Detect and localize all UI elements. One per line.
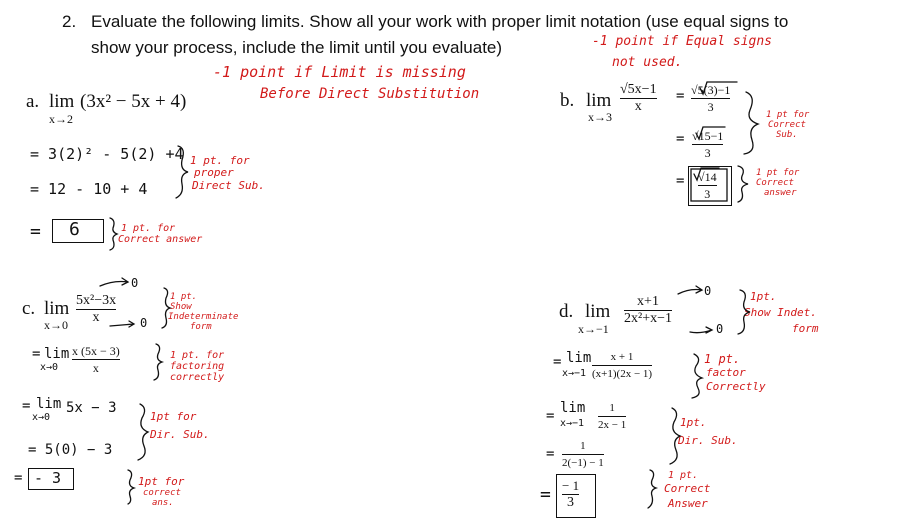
part-b-answer-inner-box — [691, 169, 727, 201]
part-c-step-2-eq: = — [22, 398, 31, 414]
part-c-step-1-lim: lim — [44, 346, 70, 362]
penalty-equal-signs-line1: -1 point if Equal signs — [592, 34, 773, 49]
part-a-step-1: = 3(2)² - 5(2) +4 — [30, 145, 184, 163]
part-d-note-4-line2: Correct — [664, 482, 711, 495]
part-c-note-4-line2: correct — [143, 488, 181, 498]
penalty-limit-missing-line2: Before Direct Substitution — [260, 86, 480, 102]
part-c-label: c. — [22, 298, 36, 319]
part-a-lim: lim — [49, 91, 75, 112]
part-d-note-4-line3: Answer — [668, 497, 708, 510]
part-b-equals-2: = — [676, 131, 685, 147]
part-d-note-3-line2: Dir. Sub. — [678, 434, 738, 447]
part-d-brace-3 — [670, 408, 680, 464]
part-a-approach: x→2 — [49, 112, 73, 126]
part-c-note-3-line1: 1pt for — [150, 410, 197, 423]
part-d-step-2-lim: lim — [560, 400, 586, 416]
part-d-brace-4 — [648, 470, 656, 508]
part-c-step-1-den: x — [92, 361, 99, 375]
part-d-note-2-line2: factor — [706, 366, 746, 379]
part-b-step-sqrt-1 — [700, 82, 737, 94]
penalty-limit-missing-line1: -1 point if Limit is missing — [213, 63, 466, 81]
part-d-step-3-eq: = — [546, 446, 555, 462]
part-a-note-2-line2: Correct answer — [118, 234, 203, 245]
part-a-note-1-line3: Direct Sub. — [192, 179, 265, 192]
part-b-approach: x→3 — [588, 110, 612, 124]
part-d-label: d. — [559, 301, 574, 322]
part-d-answer-num: − 1 — [562, 478, 580, 493]
part-a-step-2: = 12 - 10 + 4 — [30, 180, 148, 198]
part-d-approach: x→−1 — [578, 322, 609, 336]
part-a-expression: (3x² − 5x + 4) — [80, 91, 187, 112]
part-d-step-3-num: 1 — [580, 440, 586, 452]
part-c-note-2-line3: correctly — [170, 372, 225, 383]
part-d-note-1-line3: form — [792, 322, 819, 335]
part-a-step-3: = — [30, 221, 41, 242]
part-d-brace-2 — [692, 354, 702, 398]
part-a-answer: 6 — [69, 219, 80, 240]
part-c-answer: - 3 — [34, 469, 62, 487]
part-b-equals-3: = — [676, 173, 685, 189]
part-d-step-1-num: x + 1 — [610, 351, 634, 363]
part-b-equals-1: = — [676, 88, 685, 104]
part-d-over-num: 0 — [704, 284, 712, 298]
part-c-approach: x→0 — [44, 318, 68, 332]
part-c-step-1-num: x (5x − 3) — [72, 344, 120, 358]
part-c-step-1-eq: = — [32, 346, 41, 362]
part-c-over-den: 0 — [140, 316, 148, 330]
part-d-step-2-eq: = — [546, 408, 555, 424]
part-d-answer-den: 3 — [567, 495, 575, 510]
part-d-step-2-num: 1 — [609, 402, 615, 414]
part-c-brace-1 — [162, 288, 170, 328]
part-b-answer-num: √14 — [698, 170, 717, 184]
part-c-note-3-line2: Dir. Sub. — [150, 428, 210, 441]
part-b-note-2-line1: 1 pt for — [756, 168, 800, 178]
part-c-denominator: x — [92, 310, 100, 325]
problem-instructions-line2: show your process, include the limit until you evaluate) — [91, 38, 503, 57]
part-a-brace-1 — [176, 146, 188, 198]
part-d-note-1-line2: Show Indet. — [744, 306, 817, 319]
part-c-note-1-line3: Indeterminate — [168, 312, 239, 322]
part-c-step-2-expr: 5x − 3 — [66, 400, 117, 416]
part-d-denominator: 2x²+x−1 — [624, 311, 672, 326]
part-b-brace-2 — [738, 166, 748, 202]
part-d-over-den: 0 — [716, 322, 724, 336]
part-c-arrow-bottom — [110, 321, 134, 327]
part-c-step-2-sub: x→0 — [32, 412, 51, 423]
part-b-step-1-num: √5(3)−1 — [691, 83, 731, 97]
part-a-note-1-line1: 1 pt. for — [190, 154, 250, 167]
part-d-lim: lim — [585, 301, 611, 322]
part-c-note-1-line2: Show — [170, 302, 192, 312]
part-c-note-1-line1: 1 pt. — [170, 292, 198, 302]
part-b-step-2-den: 3 — [704, 146, 711, 160]
part-d-step-1-eq: = — [553, 354, 562, 370]
penalty-equal-signs-line2: not used. — [612, 55, 683, 70]
part-d-step-1-lim: lim — [566, 350, 592, 366]
part-a-brace-2 — [110, 218, 117, 250]
part-d-numerator: x+1 — [637, 294, 659, 309]
part-c-over-num: 0 — [131, 276, 139, 290]
part-b-denominator: x — [634, 99, 642, 114]
part-b-numerator: √5x−1 — [620, 82, 657, 97]
part-b-step-sqrt-2 — [696, 127, 725, 139]
problem-number: 2. — [62, 12, 77, 31]
part-b-note-2-line3: answer — [764, 188, 797, 198]
part-b-answer-den: 3 — [704, 187, 711, 201]
part-c-arrow-top — [100, 278, 128, 286]
part-d-arrow-bottom — [690, 327, 712, 333]
part-b-lim: lim — [586, 90, 612, 111]
part-c-step-2-lim: lim — [36, 396, 62, 412]
part-a-note-1-line2: proper — [194, 166, 234, 179]
part-c-note-4-line1: 1pt for — [138, 475, 185, 488]
part-c-note-2-line2: factoring — [170, 361, 225, 372]
part-b-step-1-den: 3 — [707, 100, 714, 114]
part-c-brace-2 — [154, 344, 162, 380]
part-c-note-4-line3: ans. — [152, 498, 174, 508]
part-d-brace-1 — [738, 290, 750, 334]
part-d-note-1-line1: 1pt. — [750, 290, 777, 303]
part-c-lim: lim — [44, 298, 70, 319]
part-c-numerator: 5x²−3x — [76, 293, 117, 308]
part-c-note-2-line1: 1 pt. for — [170, 350, 225, 361]
part-b-label: b. — [560, 90, 575, 111]
part-b-step-2-num: √15−1 — [692, 129, 724, 143]
part-d-answer-eq: = — [540, 484, 551, 505]
part-b-note-1-line3: Sub. — [776, 130, 798, 140]
part-b-note-1-line2: Correct — [768, 120, 806, 130]
part-c-brace-4 — [128, 470, 134, 504]
part-d-arrow-top — [678, 286, 702, 294]
part-a-label: a. — [26, 91, 40, 112]
part-c-note-1-line4: form — [190, 322, 212, 332]
part-c-step-3: = 5(0) − 3 — [28, 442, 113, 458]
part-d-step-2-sub: x→−1 — [560, 418, 585, 429]
part-c-step-1-sub: x→0 — [40, 362, 59, 373]
part-b-note-1-line1: 1 pt for — [766, 110, 810, 120]
part-d-step-1-den: (x+1)(2x − 1) — [592, 368, 653, 380]
part-d-note-3-line1: 1pt. — [680, 416, 707, 429]
part-d-step-3-den: 2(−1) − 1 — [562, 457, 604, 469]
part-c-brace-3 — [138, 404, 148, 460]
part-d-step-2-den: 2x − 1 — [598, 419, 627, 431]
part-c-step-4-eq: = — [14, 470, 23, 486]
part-d-note-2-line3: Correctly — [706, 380, 766, 393]
part-d-note-2-line1: 1 pt. — [704, 352, 741, 366]
problem-instructions-line1: Evaluate the following limits. Show all your work with proper limit notation (use equal signs to — [91, 12, 789, 31]
part-b-note-2-line2: Correct — [756, 178, 794, 188]
part-b-answer-sqrt — [694, 168, 719, 180]
part-b-brace-1 — [744, 92, 758, 154]
part-a-note-2-line1: 1 pt. for — [121, 223, 176, 234]
part-d-note-4-line1: 1 pt. — [668, 470, 699, 481]
part-d-step-1-sub: x→−1 — [562, 368, 587, 379]
